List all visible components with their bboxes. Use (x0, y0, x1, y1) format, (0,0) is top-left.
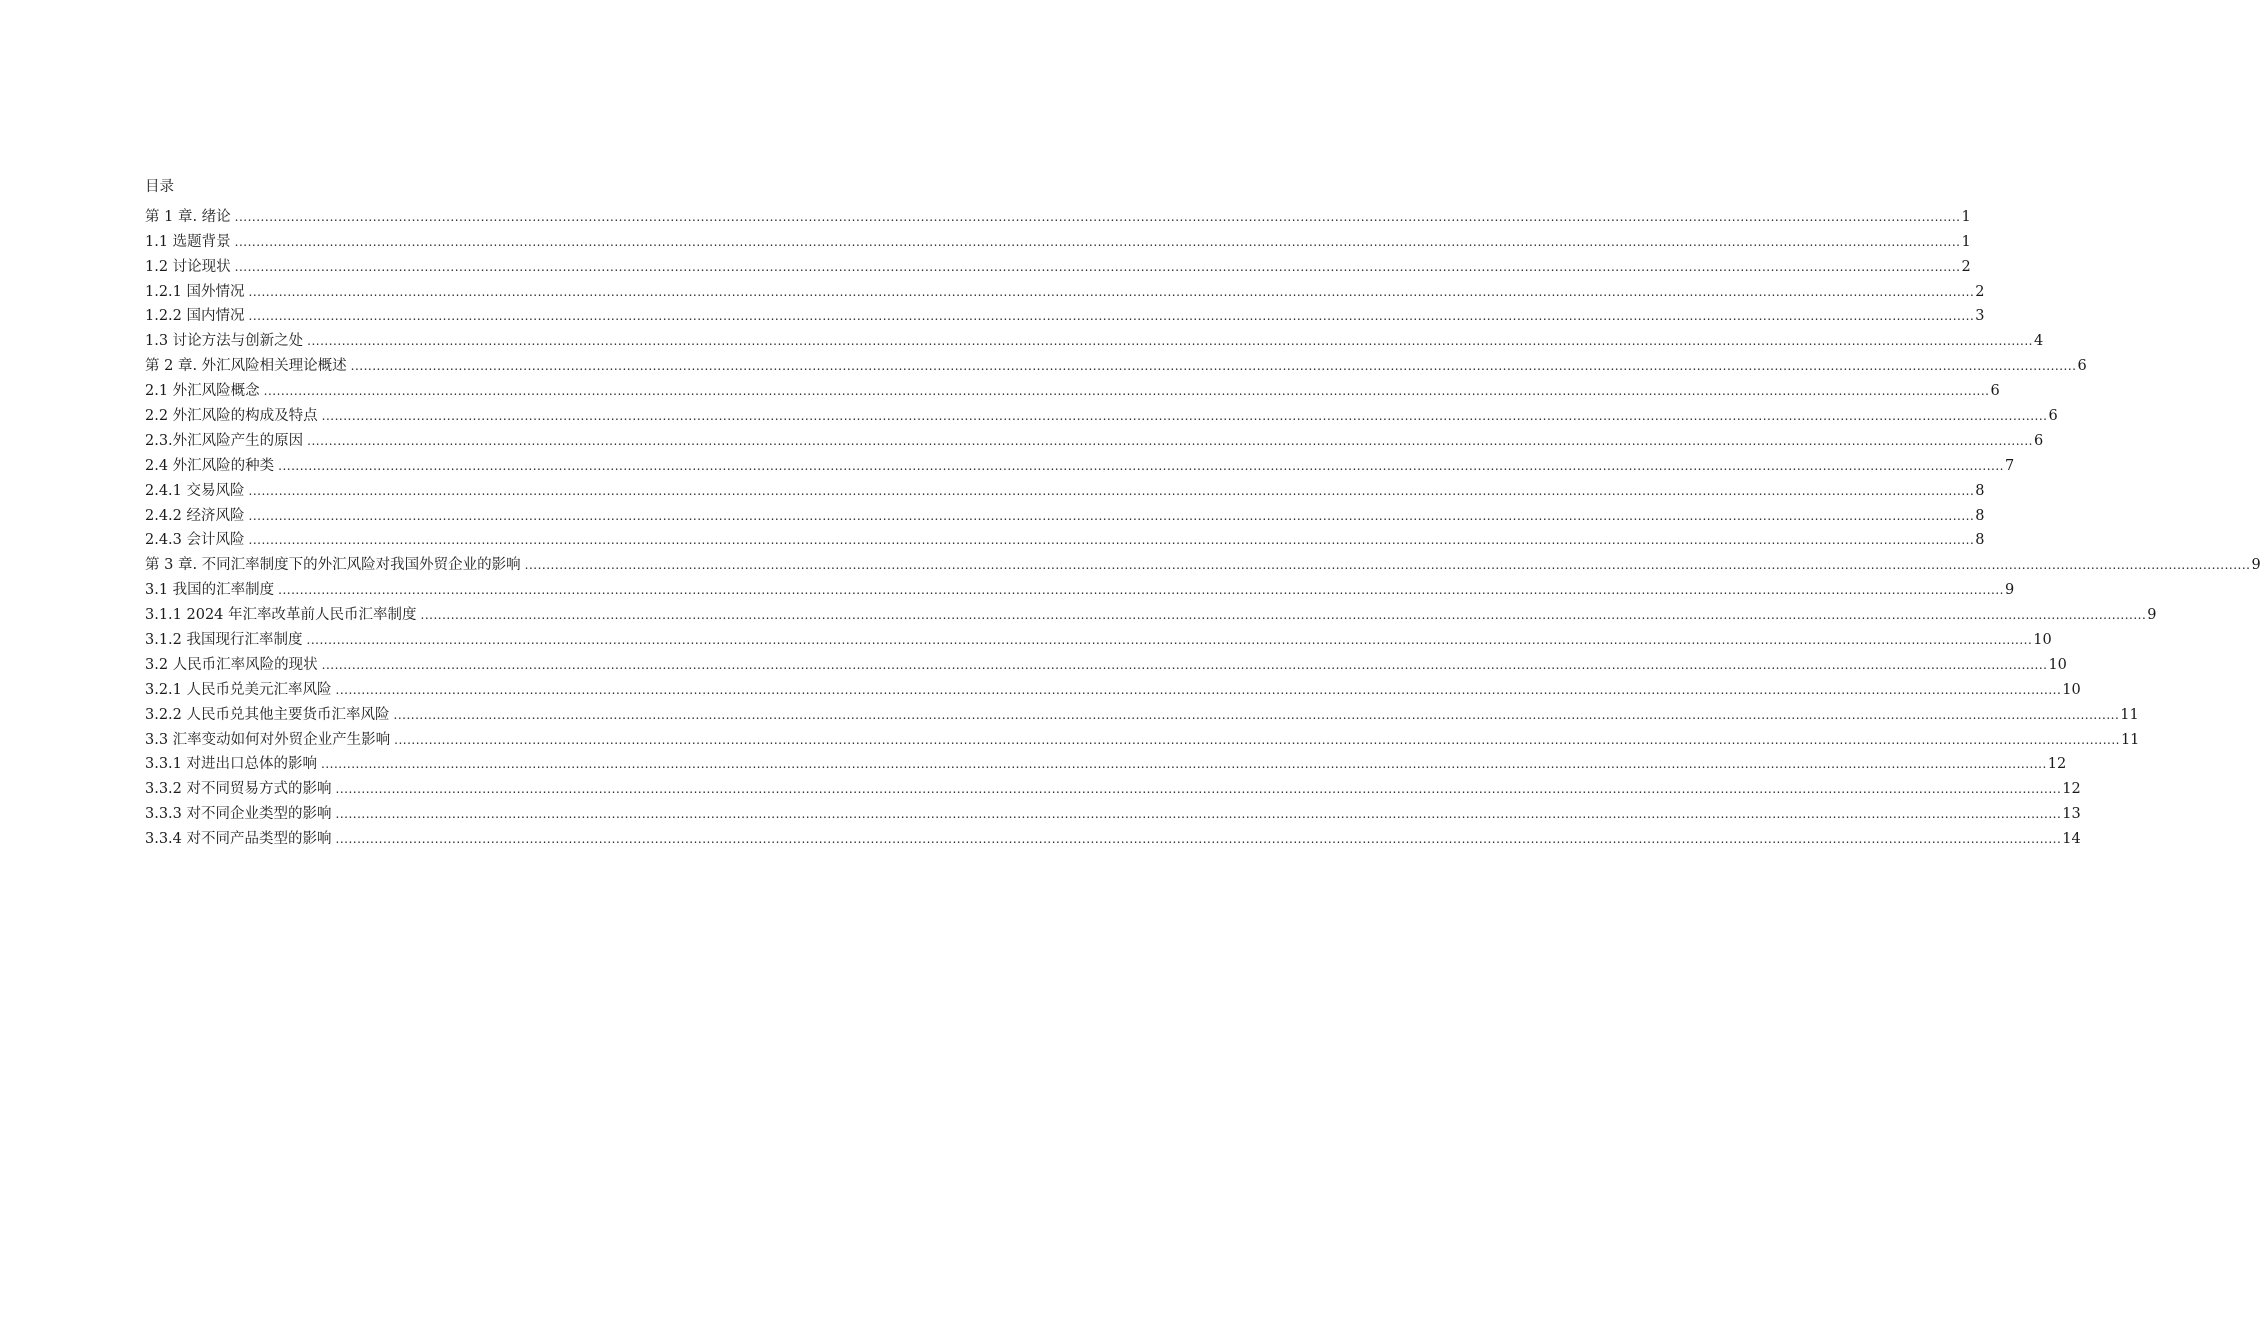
toc-entry-label: 第 1 章. 绪论 (145, 208, 231, 225)
toc-dot-leader: ................................................................................................................................................................................................................................................................................................................................................................................................................ (420, 608, 2147, 623)
toc-entry-page-number: 6 (1990, 383, 2000, 400)
toc-entry[interactable] (145, 650, 2067, 675)
toc-entry-page-number: 13 (2062, 806, 2081, 823)
toc-dot-leader: ................................................................................................................................................................................................................................................................................................................................................................................................................ (234, 209, 1961, 224)
toc-entry-page-number: 12 (2062, 781, 2081, 798)
toc-entry[interactable] (145, 451, 2015, 476)
toc-entry[interactable] (145, 202, 1971, 227)
toc-entry[interactable] (145, 227, 1971, 252)
toc-entry[interactable] (145, 376, 2000, 401)
toc-entry-label: 2.3.外汇风险产生的原因 (145, 432, 304, 449)
toc-entry-label: 3.2 人民币汇率风险的现状 (145, 656, 318, 673)
toc-entry-page-number: 4 (2033, 333, 2044, 350)
toc-entry-page-number: 9 (2147, 607, 2157, 624)
toc-title: 目录 (145, 179, 174, 195)
toc-entry-label: 3.3.1 对进出口总体的影响 (145, 756, 318, 773)
toc-entry-label: 1.2.1 国外情况 (145, 283, 245, 300)
toc-entry-page-number: 10 (2033, 632, 2052, 649)
toc-entry-label: 3.1.1 2024 年汇率改革前人民币汇率制度 (145, 607, 417, 624)
toc-dot-leader: ................................................................................................................................................................................................................................................................................................................................................................................................................ (335, 782, 2062, 797)
toc-dot-leader: ................................................................................................................................................................................................................................................................................................................................................................................................................ (234, 234, 1961, 249)
toc-entry[interactable] (145, 401, 2058, 426)
toc-dot-leader: ................................................................................................................................................................................................................................................................................................................................................................................................................ (393, 707, 2120, 722)
toc-entry-page-number: 11 (2120, 706, 2139, 723)
toc-entry-page-number: 11 (2120, 731, 2140, 748)
toc-entry[interactable] (145, 501, 1985, 526)
toc-entry[interactable] (145, 351, 2087, 376)
toc-entry-page-number: 6 (2077, 358, 2087, 375)
toc-entry-label: 2.1 外汇风险概念 (145, 383, 260, 400)
toc-dot-leader: ................................................................................................................................................................................................................................................................................................................................................................................................................ (321, 757, 2047, 772)
toc-entry[interactable] (145, 824, 2081, 849)
toc-dot-leader: ................................................................................................................................................................................................................................................................................................................................................................................................................ (335, 807, 2062, 822)
toc-entry-label: 第 3 章. 不同汇率制度下的外汇风险对我国外贸企业的影响 (145, 557, 521, 574)
toc-entry[interactable] (145, 476, 1985, 501)
toc-entry-page-number: 1 (1961, 233, 1971, 250)
toc-dot-leader: ................................................................................................................................................................................................................................................................................................................................................................................................................ (335, 682, 2062, 697)
toc-entry-label: 2.2 外汇风险的构成及特点 (145, 408, 318, 425)
toc-entry[interactable] (145, 725, 2140, 750)
toc-entry[interactable] (145, 326, 2044, 351)
toc-entry-page-number: 2 (1961, 258, 1971, 275)
toc-dot-leader: ................................................................................................................................................................................................................................................................................................................................................................................................................ (263, 384, 1990, 399)
toc-entry-label: 3.3.3 对不同企业类型的影响 (145, 806, 332, 823)
toc-entry-label: 3.1 我国的汇率制度 (145, 582, 275, 599)
toc-entry[interactable] (145, 575, 2015, 600)
toc-entry-page-number: 2 (1975, 283, 1985, 300)
toc-entry[interactable] (145, 426, 2044, 451)
toc-entry-page-number: 6 (2033, 432, 2044, 449)
toc-entry[interactable] (145, 252, 1971, 277)
toc-entry[interactable] (145, 550, 2261, 575)
toc-entry-label: 第 2 章. 外汇风险相关理论概述 (145, 358, 347, 375)
toc-entry-label: 3.2.1 人民币兑美元汇率风险 (145, 681, 332, 698)
toc-entry-page-number: 10 (2062, 681, 2081, 698)
toc-entry-page-number: 1 (1961, 208, 1971, 225)
toc-dot-leader: ................................................................................................................................................................................................................................................................................................................................................................................................................ (234, 259, 1961, 274)
toc-dot-leader: ................................................................................................................................................................................................................................................................................................................................................................................................................ (248, 309, 1975, 324)
toc-entry[interactable] (145, 675, 2081, 700)
toc-entry-page-number: 6 (2048, 408, 2058, 425)
toc-entry[interactable] (145, 799, 2081, 824)
toc-entry[interactable] (145, 600, 2157, 625)
toc-entry-page-number: 9 (2004, 582, 2015, 599)
toc-entry[interactable] (145, 625, 2052, 650)
toc-dot-leader: ................................................................................................................................................................................................................................................................................................................................................................................................................ (307, 433, 2033, 448)
toc-dot-leader: ................................................................................................................................................................................................................................................................................................................................................................................................................ (248, 533, 1975, 548)
toc-entry-page-number: 12 (2047, 756, 2067, 773)
toc-entry[interactable] (145, 774, 2081, 799)
toc-entry-page-number: 8 (1975, 482, 1985, 499)
toc-dot-leader: ................................................................................................................................................................................................................................................................................................................................................................................................................ (307, 334, 2033, 349)
toc-dot-leader: ................................................................................................................................................................................................................................................................................................................................................................................................................ (306, 633, 2033, 648)
toc-dot-leader: ................................................................................................................................................................................................................................................................................................................................................................................................................ (278, 458, 2004, 473)
toc-list (145, 202, 2261, 849)
toc-entry-page-number: 9 (2251, 557, 2261, 574)
toc-entry-label: 3.3.4 对不同产品类型的影响 (145, 831, 332, 848)
toc-dot-leader: ................................................................................................................................................................................................................................................................................................................................................................................................................ (350, 359, 2077, 374)
toc-entry-page-number: 10 (2048, 656, 2067, 673)
toc-dot-leader: ................................................................................................................................................................................................................................................................................................................................................................................................................ (248, 483, 1975, 498)
toc-entry-label: 1.2.2 国内情况 (145, 308, 245, 325)
toc-entry-label: 3.3 汇率变动如何对外贸企业产生影响 (145, 731, 391, 748)
toc-dot-leader: ................................................................................................................................................................................................................................................................................................................................................................................................................ (524, 558, 2251, 573)
toc-entry-page-number: 3 (1975, 308, 1985, 325)
toc-entry[interactable] (145, 302, 1985, 327)
toc-entry-label: 1.3 讨论方法与创新之处 (145, 333, 304, 350)
toc-entry[interactable] (145, 750, 2067, 775)
toc-dot-leader: ................................................................................................................................................................................................................................................................................................................................................................................................................ (321, 657, 2048, 672)
toc-entry-page-number: 7 (2004, 457, 2015, 474)
toc-dot-leader: ................................................................................................................................................................................................................................................................................................................................................................................................................ (278, 583, 2004, 598)
toc-dot-leader: ................................................................................................................................................................................................................................................................................................................................................................................................................ (248, 508, 1975, 523)
toc-dot-leader: ................................................................................................................................................................................................................................................................................................................................................................................................................ (335, 832, 2062, 847)
toc-entry[interactable] (145, 700, 2139, 725)
toc-entry-label: 3.2.2 人民币兑其他主要货币汇率风险 (145, 706, 390, 723)
toc-entry[interactable] (145, 277, 1985, 302)
toc-entry[interactable] (145, 526, 1985, 551)
toc-entry-label: 2.4.2 经济风险 (145, 507, 245, 524)
toc-entry-label: 2.4.1 交易风险 (145, 482, 245, 499)
toc-entry-page-number: 8 (1975, 532, 1985, 549)
toc-dot-leader: ................................................................................................................................................................................................................................................................................................................................................................................................................ (248, 284, 1975, 299)
toc-dot-leader: ................................................................................................................................................................................................................................................................................................................................................................................................................ (321, 409, 2048, 424)
toc-entry-label: 3.3.2 对不同贸易方式的影响 (145, 781, 332, 798)
toc-dot-leader: ................................................................................................................................................................................................................................................................................................................................................................................................................ (394, 732, 2120, 747)
toc-entry-label: 2.4 外汇风险的种类 (145, 457, 275, 474)
toc-entry-page-number: 14 (2062, 831, 2081, 848)
toc-entry-page-number: 8 (1975, 507, 1985, 524)
toc-entry-label: 1.1 选题背景 (145, 233, 231, 250)
toc-entry-label: 3.1.2 我国现行汇率制度 (145, 632, 303, 649)
toc-entry-label: 2.4.3 会计风险 (145, 532, 245, 549)
toc-entry-label: 1.2 讨论现状 (145, 258, 231, 275)
